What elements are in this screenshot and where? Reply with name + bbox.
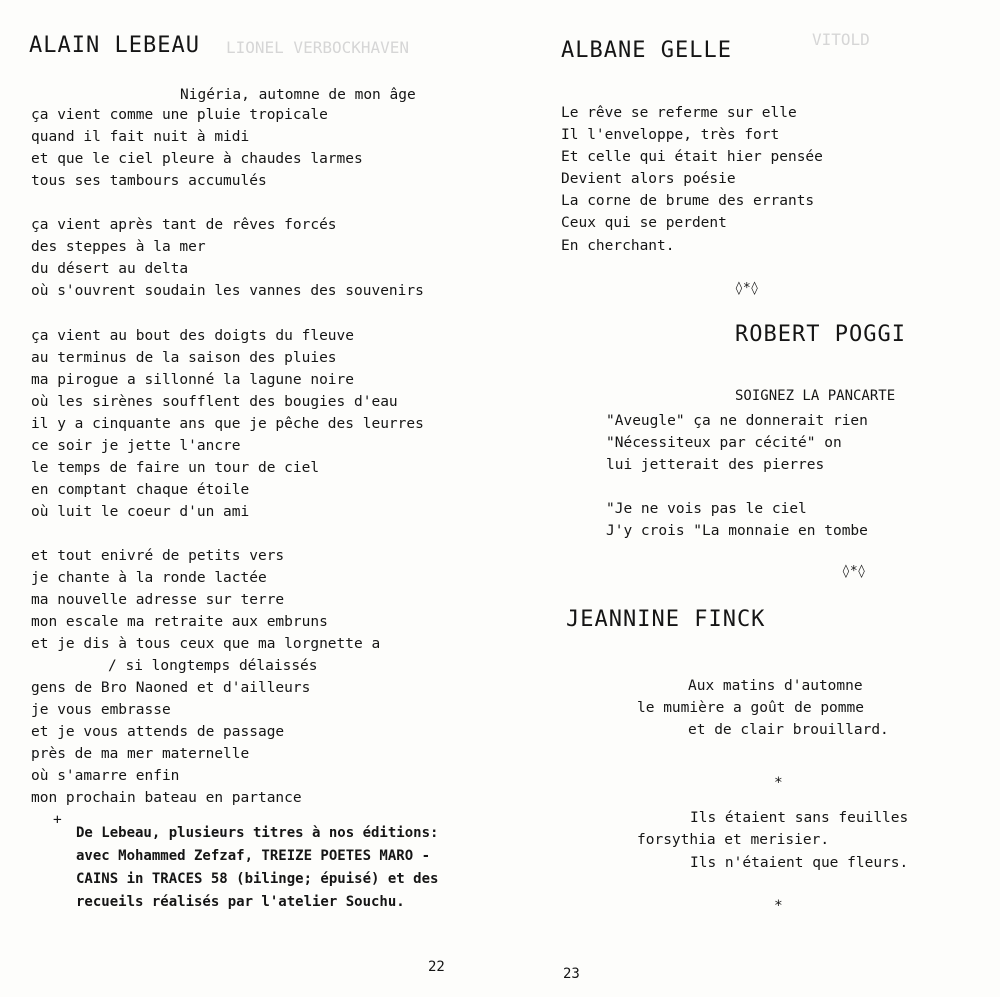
verse-line: et de clair brouillard. (688, 722, 889, 738)
verse-line: où s'amarre enfin (31, 768, 180, 784)
verse-line: mon escale ma retraite aux embruns (31, 614, 328, 630)
verse-line: / si longtemps délaissés (108, 658, 318, 674)
verse-line: où s'ouvrent soudain les vannes des souvenirs (31, 283, 424, 299)
verse-line: "Je ne vois pas le ciel (606, 501, 807, 517)
asterisk-separator: * (774, 775, 783, 791)
separator-ornament: ◊*◊ (735, 281, 759, 296)
verse-line: et je vous attends de passage (31, 724, 285, 740)
note-line: recueils réalisés par l'atelier Souchu. (76, 894, 405, 910)
verse-line: J'y crois "La monnaie en tombe (606, 523, 868, 539)
verse-line: je chante à la ronde lactée (31, 570, 267, 586)
author-albane-gelle: ALBANE GELLE (561, 38, 732, 63)
verse-line: il y a cinquante ans que je pêche des leurres (31, 416, 424, 432)
verse-line: Et celle qui était hier pensée (561, 149, 823, 165)
author-robert-poggi: ROBERT POGGI (735, 322, 906, 347)
verse-line: le mumière a goût de pomme (637, 700, 864, 716)
verse-line: La corne de brume des errants (561, 193, 815, 209)
note-marker: + (53, 812, 62, 828)
note-line: avec Mohammed Zefzaf, TREIZE POETES MARO - (76, 848, 431, 864)
verse-line: des steppes à la mer (31, 239, 206, 255)
verse-line: en comptant chaque étoile (31, 482, 250, 498)
author-jeannine-finck: JEANNINE FINCK (566, 607, 766, 632)
verse-line: où luit le coeur d'un ami (31, 504, 250, 520)
verse-line: près de ma mer maternelle (31, 746, 250, 762)
poem-title-soignez-la-pancarte: SOIGNEZ LA PANCARTE (735, 388, 896, 404)
verse-line: mon prochain bateau en partance (31, 790, 302, 806)
author-alain-lebeau: ALAIN LEBEAU (29, 33, 200, 58)
verse-line: En cherchant. (561, 238, 675, 254)
verse-line: tous ses tambours accumulés (31, 173, 267, 189)
verse-line: Ils étaient sans feuilles (690, 810, 909, 826)
verse-line: ma nouvelle adresse sur terre (31, 592, 285, 608)
show-through-heading-right: VITOLD (812, 30, 870, 49)
verse-line: le temps de faire un tour de ciel (31, 460, 320, 476)
verse-line: "Aveugle" ça ne donnerait rien (606, 413, 868, 429)
verse-line: au terminus de la saison des pluies (31, 350, 337, 366)
verse-line: Devient alors poésie (561, 171, 736, 187)
verse-line: je vous embrasse (31, 702, 171, 718)
verse-line: lui jetterait des pierres (606, 457, 825, 473)
verse-line: Il l'enveloppe, très fort (561, 127, 780, 143)
verse-line: Le rêve se referme sur elle (561, 105, 797, 121)
show-through-heading-left: LIONEL VERBOCKHAVEN (226, 38, 410, 57)
verse-line: ça vient comme une pluie tropicale (31, 107, 328, 123)
verse-line: Ils n'étaient que fleurs. (690, 855, 909, 871)
verse-line: ça vient après tant de rêves forcés (31, 217, 337, 233)
asterisk-separator: * (774, 898, 783, 914)
verse-line: et je dis à tous ceux que ma lorgnette a (31, 636, 381, 652)
verse-line: du désert au delta (31, 261, 189, 277)
poem-title-nigeria: Nigéria, automne de mon âge (180, 87, 416, 103)
verse-line: quand il fait nuit à midi (31, 129, 250, 145)
verse-line: Aux matins d'automne (688, 678, 863, 694)
verse-line: et tout enivré de petits vers (31, 548, 285, 564)
note-line: De Lebeau, plusieurs titres à nos éditions: (76, 825, 439, 841)
verse-line: "Nécessiteux par cécité" on (606, 435, 842, 451)
verse-line: ce soir je jette l'ancre (31, 438, 241, 454)
verse-line: et que le ciel pleure à chaudes larmes (31, 151, 363, 167)
separator-ornament: ◊*◊ (842, 564, 866, 579)
verse-line: ma pirogue a sillonné la lagune noire (31, 372, 355, 388)
verse-line: forsythia et merisier. (637, 832, 830, 848)
note-line: CAINS in TRACES 58 (bilinge; épuisé) et des (76, 871, 439, 887)
verse-line: Ceux qui se perdent (561, 215, 727, 231)
verse-line: gens de Bro Naoned et d'ailleurs (31, 680, 311, 696)
page-number-22: 22 (428, 959, 445, 975)
verse-line: où les sirènes soufflent des bougies d'eau (31, 394, 398, 410)
verse-line: ça vient au bout des doigts du fleuve (31, 328, 355, 344)
page-number-23: 23 (563, 966, 580, 982)
